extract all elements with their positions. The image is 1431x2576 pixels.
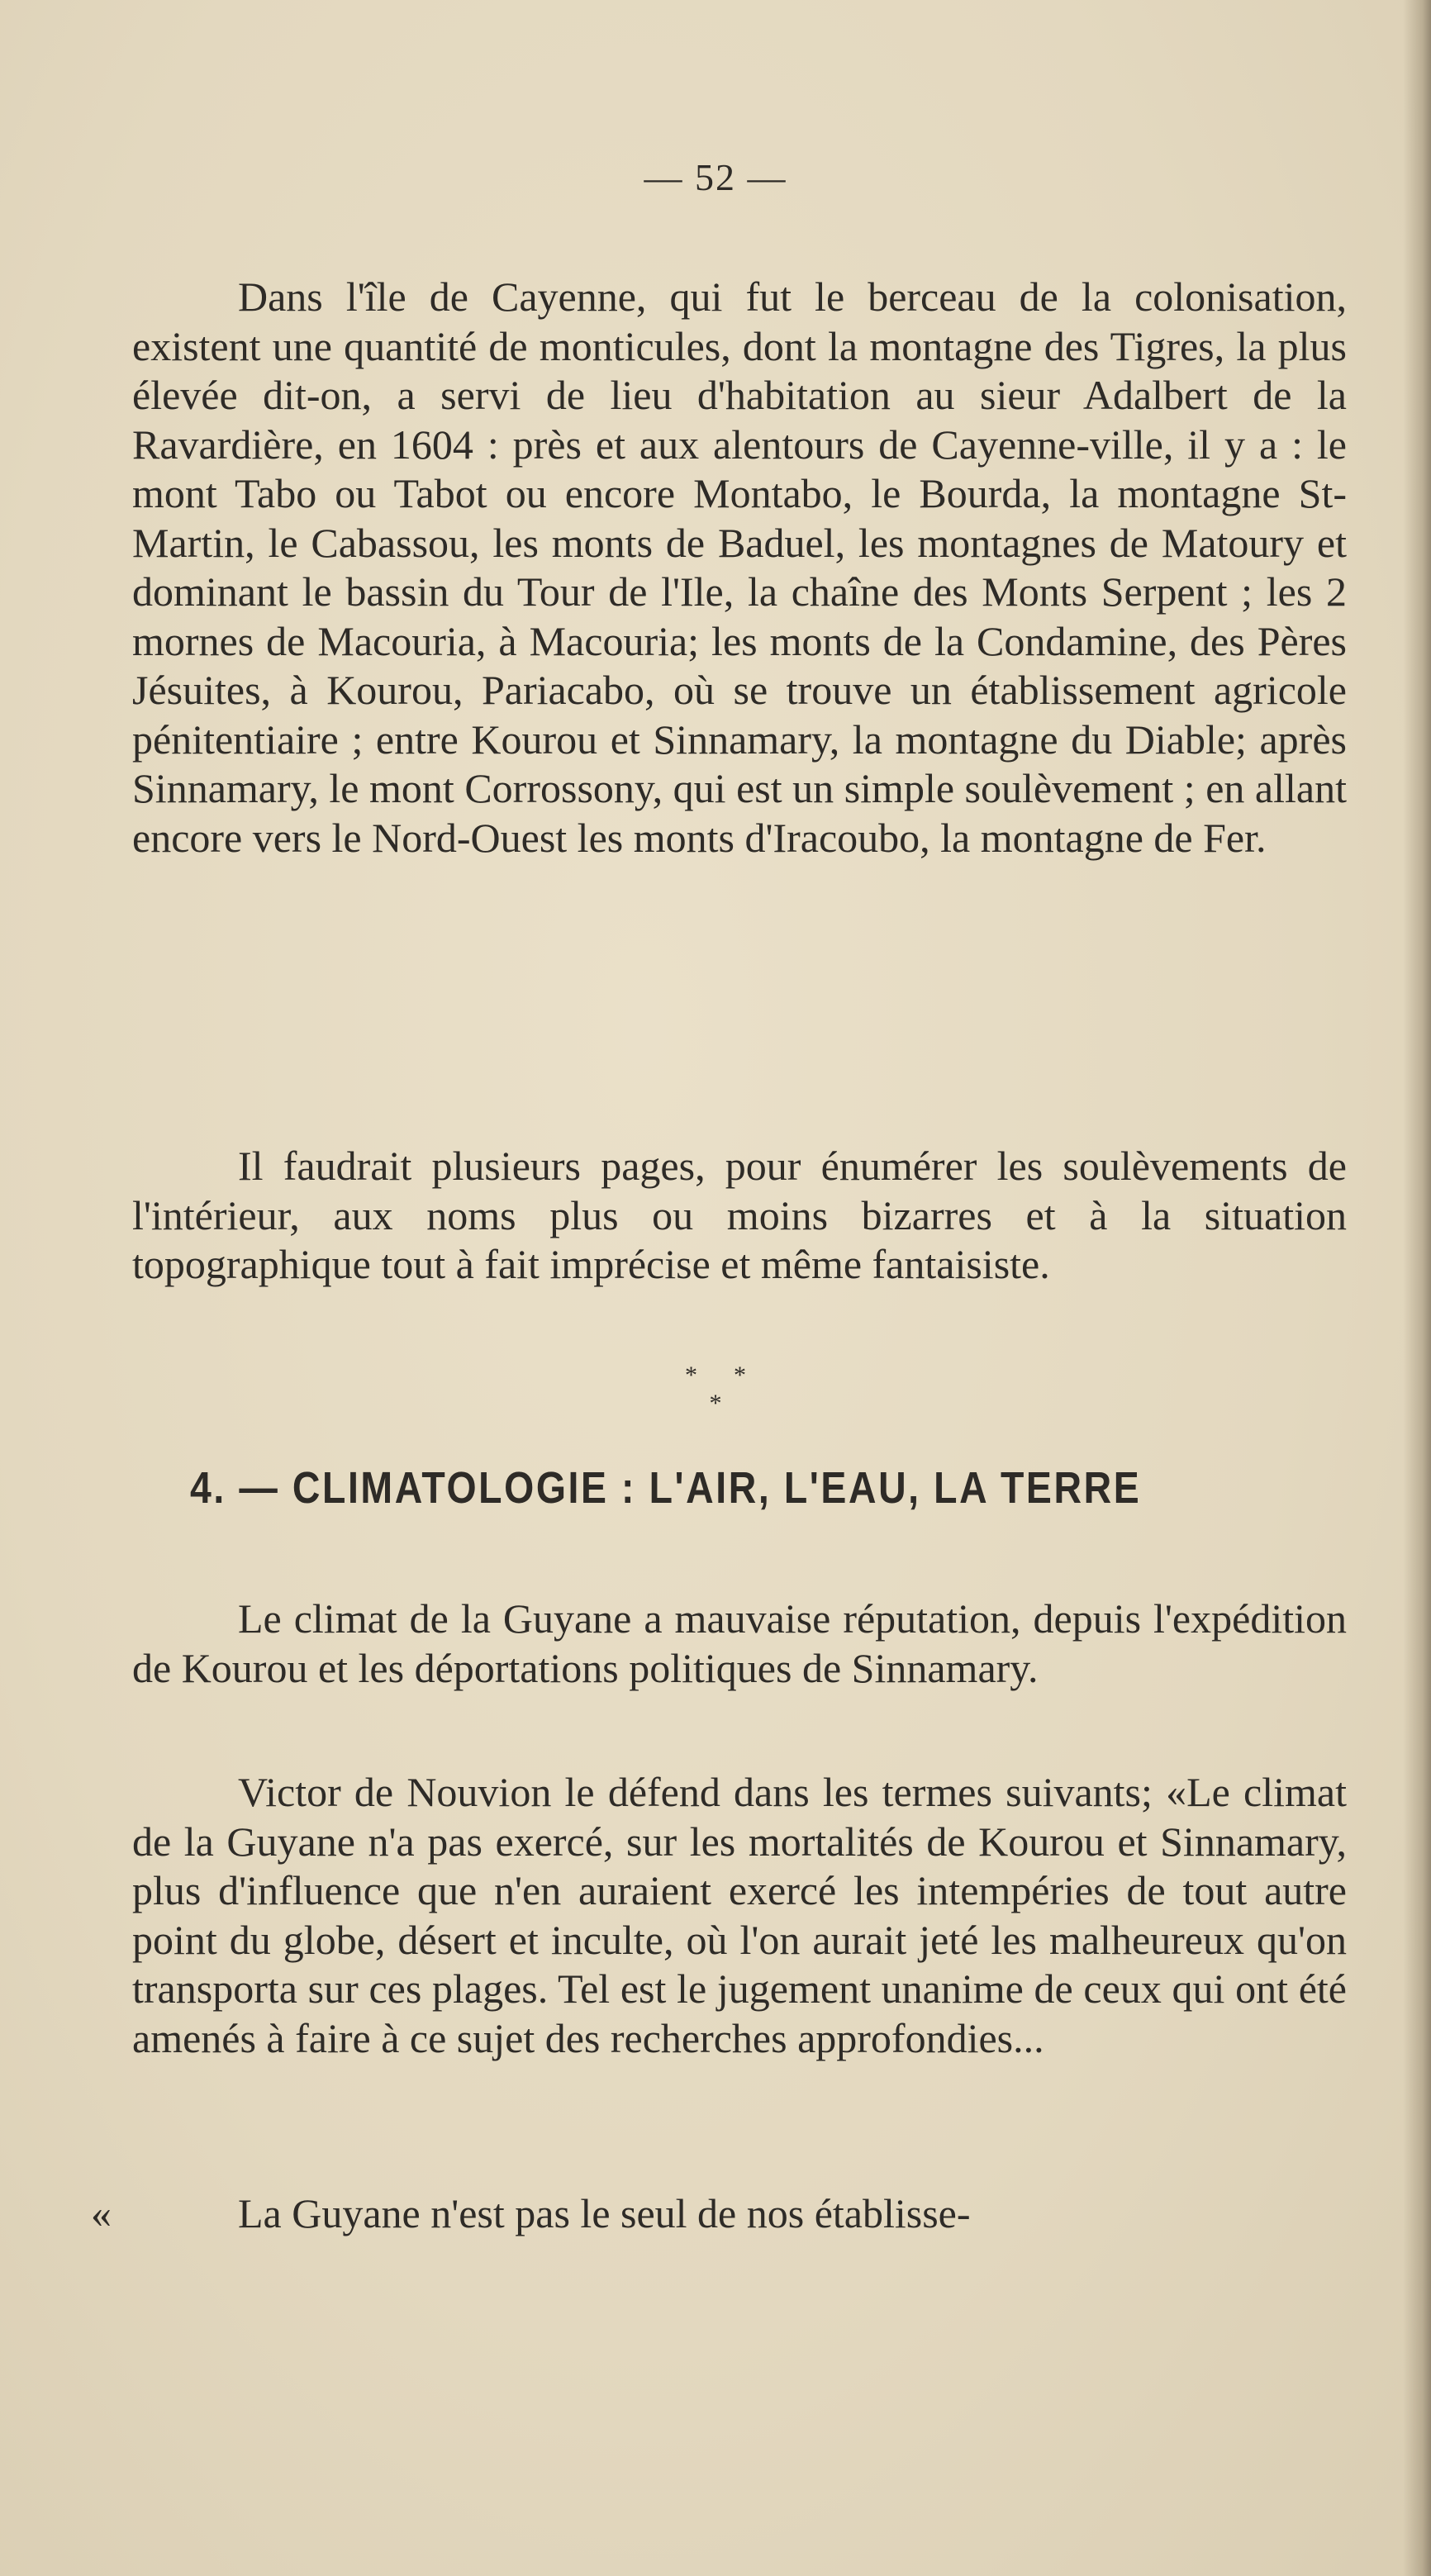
paragraph-nouvion-quote [132, 1768, 1347, 2063]
paragraph-text: Victor de Nouvion le défend dans les termes suivants; «Le climat de la Guyane n'a pas exercé, sur les mortalités de Kourou et Sinnamary, plus d'influence que n'en auraient exercé les intempéries de tout autre point du globe, désert et inculte, où l'on aurait jeté les malheureux qu'on transporta sur ces plages. Tel est le jugement unanime de ceux qui ont été amenés à faire à ce sujet des recherches approfondies... [132, 1769, 1347, 2061]
paragraph-text: La Guyane n'est pas le seul de nos établisse- [238, 2190, 971, 2236]
paragraph-continuation [132, 2189, 1347, 2239]
separator-star: * [734, 1362, 746, 1389]
page-edge-shadow [1403, 0, 1431, 2576]
paragraph-text: Il faudrait plusieurs pages, pour énumérer les soulèvements de l'intérieur, aux noms plus ou moins bizarres et à la situation topographique tout à fait imprécise et même fantaisiste. [132, 1143, 1347, 1287]
section-separator [0, 1363, 1431, 1416]
page-number: — 52 — [644, 156, 787, 198]
separator-star: * [685, 1362, 697, 1389]
quote-mark: « [91, 2190, 112, 2236]
paragraph-text: Le climat de la Guyane a mauvaise réputation, depuis l'expédition de Kourou et les déportations politiques de Sinnamary. [132, 1595, 1347, 1691]
paragraph-uplifts [132, 1142, 1347, 1290]
paragraph-mountains [132, 273, 1347, 863]
paragraph-text: Dans l'île de Cayenne, qui fut le berceau de la colonisation, existent une quantité de monticules, dont la montagne des Tigres, la plus élevée dit-on, a servi de lieu d'habitation au sieur Adalbert de la Ravardière, en 1604 : près et aux alentours de Cayenne-ville, il y a : le mont Tabo ou Tabot ou encore Montabo, le Bourda, la montagne St-Martin, le Cabassou, les monts de Baduel, les montagnes de Matoury et dominant le bassin du Tour de l'Ile, la chaîne des Monts Serpent ; les 2 mornes de Macouria, à Macouria; les monts de la Condamine, des Pères Jésuites, à Kourou, Pariacabo, où se trouve un établissement agricole pénitentiaire ; entre Kourou et Sinnamary, la montagne du Diable; après Sinnamary, le mont Corrossony, qui est un simple soulèvement ; en allant encore vers le Nord-Ouest les monts d'Iracoubo, la montagne de Fer. [132, 273, 1347, 861]
section-heading: 4. — CLIMATOLOGIE : L'AIR, L'EAU, LA TERRE [190, 1463, 1142, 1513]
paragraph-climate-reputation [132, 1595, 1347, 1693]
separator-star: * [709, 1390, 722, 1417]
